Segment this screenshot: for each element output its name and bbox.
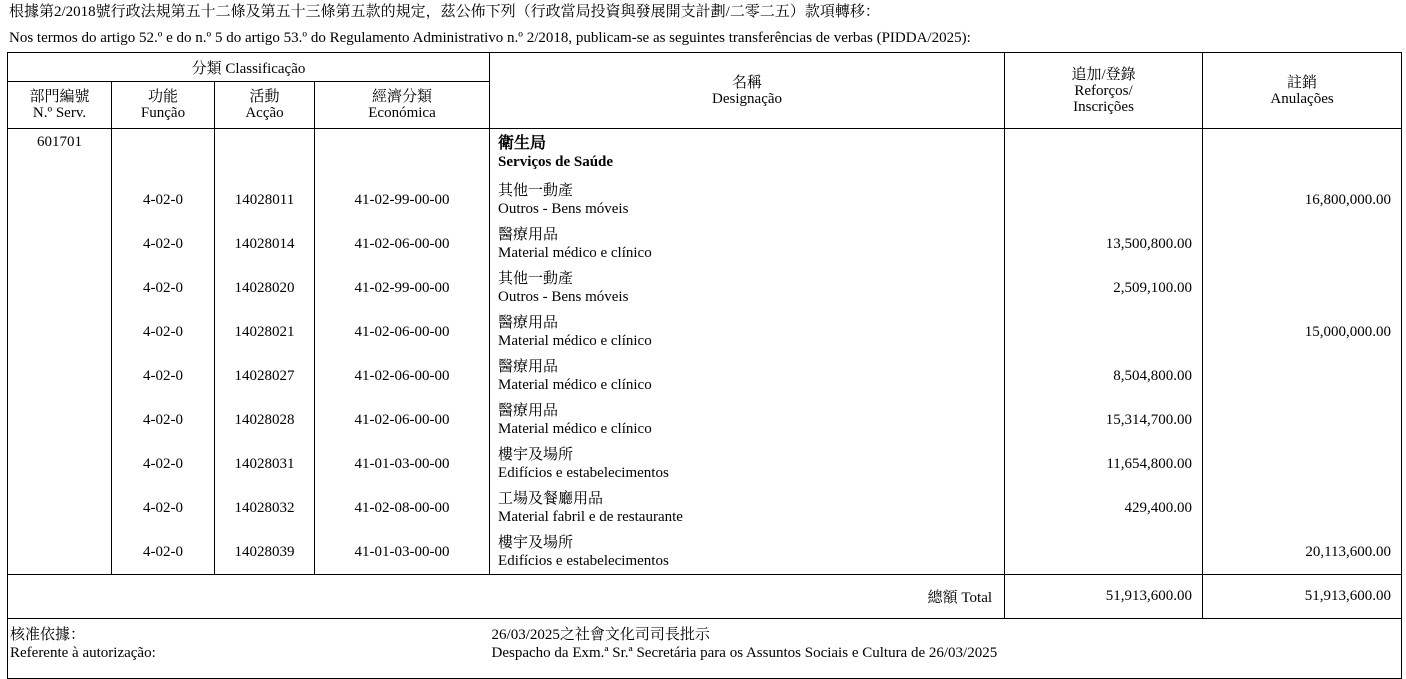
cell-accao: 14028028 bbox=[215, 398, 315, 442]
cell-economica: 41-02-08-00-00 bbox=[315, 486, 490, 530]
cell-reforco: 13,500,800.00 bbox=[1005, 222, 1203, 266]
cell-anulacao bbox=[1203, 266, 1402, 310]
cell-reforco bbox=[1005, 530, 1203, 575]
cell-anulacao bbox=[1203, 398, 1402, 442]
table-row bbox=[8, 266, 1402, 310]
cell-funcao: 4-02-0 bbox=[112, 398, 215, 442]
cell-economica: 41-01-03-00-00 bbox=[315, 442, 490, 486]
cell-designacao: 醫療用品 Material médico e clínico bbox=[490, 354, 1005, 398]
cell-anulacao: 15,000,000.00 bbox=[1203, 310, 1402, 354]
cell-economica: 41-02-06-00-00 bbox=[315, 354, 490, 398]
cell-accao: 14028011 bbox=[215, 178, 315, 222]
transfer-table bbox=[7, 52, 1402, 679]
cell-funcao: 4-02-0 bbox=[112, 222, 215, 266]
cell-anulacao bbox=[1203, 486, 1402, 530]
cell-designacao: 樓宇及場所 Edifícios e estabelecimentos bbox=[490, 530, 1005, 575]
service-row bbox=[8, 129, 1402, 179]
cell-funcao: 4-02-0 bbox=[112, 530, 215, 575]
cell-accao: 14028032 bbox=[215, 486, 315, 530]
cell-economica: 41-02-06-00-00 bbox=[315, 222, 490, 266]
cell-funcao: 4-02-0 bbox=[112, 354, 215, 398]
header-economica: 經濟分類 Económica bbox=[315, 82, 490, 129]
cell-reforco: 429,400.00 bbox=[1005, 486, 1203, 530]
cell-reforco: 2,509,100.00 bbox=[1005, 266, 1203, 310]
cell-funcao: 4-02-0 bbox=[112, 266, 215, 310]
authorization-label: 核准依據： Referente à autorização: bbox=[8, 619, 490, 679]
cell-designacao: 醫療用品 Material médico e clínico bbox=[490, 398, 1005, 442]
cell-funcao: 4-02-0 bbox=[112, 310, 215, 354]
cell-designacao: 醫療用品 Material médico e clínico bbox=[490, 222, 1005, 266]
header-accao: 活動 Acção bbox=[215, 82, 315, 129]
table-row bbox=[8, 486, 1402, 530]
cell-anulacao bbox=[1203, 354, 1402, 398]
cell-accao: 14028021 bbox=[215, 310, 315, 354]
table-row bbox=[8, 442, 1402, 486]
cell-designacao: 樓宇及場所 Edifícios e estabelecimentos bbox=[490, 442, 1005, 486]
cell-reforco: 15,314,700.00 bbox=[1005, 398, 1203, 442]
cell-designacao: 工場及餐廳用品 Material fabril e de restaurante bbox=[490, 486, 1005, 530]
header-reforcos: 追加/登錄 Reforços/ Inscrições bbox=[1005, 53, 1203, 129]
cell-economica: 41-02-99-00-00 bbox=[315, 266, 490, 310]
cell-anulacao bbox=[1203, 442, 1402, 486]
cell-accao: 14028020 bbox=[215, 266, 315, 310]
cell-anulacao bbox=[1203, 222, 1402, 266]
service-name: 衛生局 Serviços de Saúde bbox=[490, 129, 1005, 179]
header-servico: 部門編號 N.º Serv. bbox=[8, 82, 112, 129]
table-row bbox=[8, 178, 1402, 222]
header-funcao: 功能 Função bbox=[112, 82, 215, 129]
cell-accao: 14028014 bbox=[215, 222, 315, 266]
cell-funcao: 4-02-0 bbox=[112, 178, 215, 222]
cell-reforco: 8,504,800.00 bbox=[1005, 354, 1203, 398]
cell-designacao: 其他一動產 Outros - Bens móveis bbox=[490, 178, 1005, 222]
cell-reforco bbox=[1005, 178, 1203, 222]
cell-economica: 41-01-03-00-00 bbox=[315, 530, 490, 575]
total-reforcos: 51,913,600.00 bbox=[1005, 575, 1203, 619]
cell-economica: 41-02-06-00-00 bbox=[315, 398, 490, 442]
authorization-value: 26/03/2025之社會文化司司長批示 Despacho da Exm.ª Sr.ª Secretária para os Assuntos Sociais e Cultura de 26/03/2025 bbox=[490, 619, 1402, 679]
cell-economica: 41-02-06-00-00 bbox=[315, 310, 490, 354]
cell-designacao: 醫療用品 Material médico e clínico bbox=[490, 310, 1005, 354]
table-row bbox=[8, 530, 1402, 575]
table-row bbox=[8, 354, 1402, 398]
header-anulacoes: 註銷 Anulações bbox=[1203, 53, 1402, 129]
cell-reforco: 11,654,800.00 bbox=[1005, 442, 1203, 486]
service-code: 601701 bbox=[8, 129, 112, 179]
header-classificacao: 分類 Classificação bbox=[8, 53, 490, 82]
intro-portuguese: Nos termos do artigo 52.º e do n.º 5 do artigo 53.º do Regulamento Administrativo n.º 2/2018, publicam-se as seguintes transferências de verbas (PIDDA/2025): bbox=[9, 30, 971, 46]
cell-accao: 14028027 bbox=[215, 354, 315, 398]
total-row bbox=[8, 575, 1402, 619]
table-row bbox=[8, 398, 1402, 442]
total-anulacoes: 51,913,600.00 bbox=[1203, 575, 1402, 619]
cell-accao: 14028031 bbox=[215, 442, 315, 486]
table-row bbox=[8, 222, 1402, 266]
header-designacao: 名稱 Designação bbox=[490, 53, 1005, 129]
cell-reforco bbox=[1005, 310, 1203, 354]
authorization-row bbox=[8, 619, 1402, 679]
cell-anulacao: 16,800,000.00 bbox=[1203, 178, 1402, 222]
intro-chinese: 根據第2/2018號行政法規第五十二條及第五十三條第五款的規定，茲公佈下列（行政當局投資與發展開支計劃/二零二五）款項轉移： bbox=[9, 4, 880, 20]
table-row bbox=[8, 310, 1402, 354]
cell-designacao: 其他一動產 Outros - Bens móveis bbox=[490, 266, 1005, 310]
cell-economica: 41-02-99-00-00 bbox=[315, 178, 490, 222]
cell-anulacao: 20,113,600.00 bbox=[1203, 530, 1402, 575]
total-label: 總額 Total bbox=[8, 575, 1005, 619]
cell-accao: 14028039 bbox=[215, 530, 315, 575]
cell-funcao: 4-02-0 bbox=[112, 442, 215, 486]
cell-funcao: 4-02-0 bbox=[112, 486, 215, 530]
